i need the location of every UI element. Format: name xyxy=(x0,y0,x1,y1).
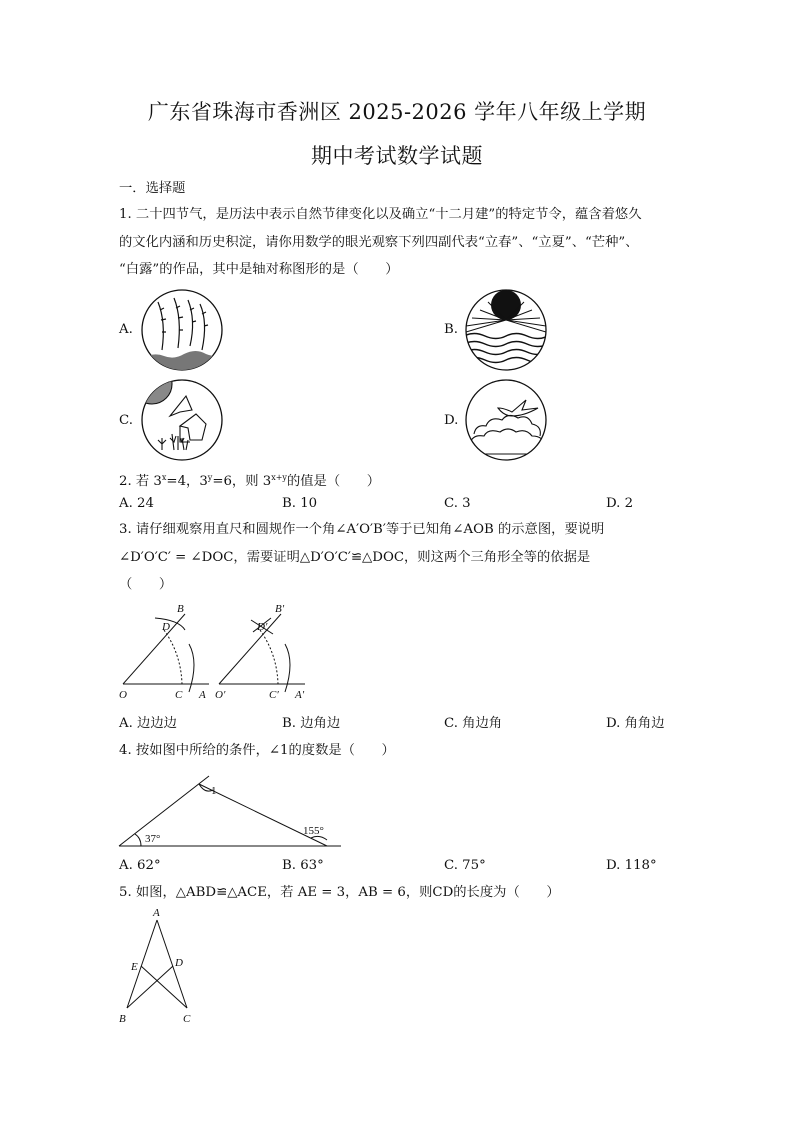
q4-option-a: A. 62° xyxy=(119,858,161,873)
label-a: A xyxy=(153,907,160,919)
q4-triangle-figure xyxy=(115,768,345,852)
mangzhong-field-image xyxy=(140,378,224,462)
label-d: D xyxy=(175,957,183,969)
lixia-sun-waves-image xyxy=(464,288,548,372)
q3-line2: ∠D′O′C′ = ∠DOC，需要证明△D′O′C′≌△DOC，则这两个三角形全等的依据是 xyxy=(119,550,591,565)
q5-triangle-figure xyxy=(115,906,205,1028)
label-angle-1: 1 xyxy=(211,785,217,797)
q4-option-b: B. 63° xyxy=(282,858,324,873)
label-angle-37: 37° xyxy=(145,833,161,845)
q2-option-c: C. 3 xyxy=(444,496,471,511)
q1-option-a: A. xyxy=(119,322,133,337)
label-c-prime: C′ xyxy=(269,689,279,701)
q4-line1: 4. 按如图中所给的条件，∠1的度数是（ ） xyxy=(119,743,395,758)
q2-stem-pre: 2. 若 3 xyxy=(119,474,162,489)
q3-option-c: C. 角边角 xyxy=(444,716,503,731)
q2-exp-x: x xyxy=(161,473,167,482)
label-o-prime: O′ xyxy=(215,689,226,701)
q4-option-c: C. 75° xyxy=(444,858,486,873)
label-d: D xyxy=(162,621,170,633)
bailu-bird-clouds-image xyxy=(464,378,548,462)
label-b: B xyxy=(177,603,184,615)
label-a: A xyxy=(199,689,206,701)
q2-stem-mid1: =4，3 xyxy=(166,474,208,489)
q3-line3: （ ） xyxy=(119,577,173,592)
q3-option-a: A. 边边边 xyxy=(119,716,177,731)
page-title: 广东省珠海市香洲区 2025-2026 学年八年级上学期 xyxy=(147,100,647,124)
q2-exp-xy: x+y xyxy=(271,473,287,482)
label-b-prime: B′ xyxy=(275,603,285,615)
page-subtitle: 期中考试数学试题 xyxy=(311,144,483,168)
q3-option-b: B. 边角边 xyxy=(282,716,341,731)
q2-option-a: A. 24 xyxy=(119,496,154,511)
q2-stem-mid2: =6，则 3 xyxy=(212,474,272,489)
q1-option-d: D. xyxy=(444,413,459,428)
q1-line3: “白露”的作品，其中是轴对称图形的是（ ） xyxy=(119,262,399,277)
q4-option-d: D. 118° xyxy=(606,858,657,873)
q1-option-c: C. xyxy=(119,413,133,428)
label-angle-155: 155° xyxy=(303,825,324,837)
label-o: O xyxy=(119,689,127,701)
q3-compass-construction-figure xyxy=(115,600,315,700)
q1-line2: 的文化内涵和历史积淀，请你用数学的眼光观察下列四副代表“立春”、“立夏”、“芒种”、 xyxy=(119,235,639,250)
label-d-prime: D′ xyxy=(257,621,268,633)
lichun-willow-image xyxy=(140,288,224,372)
label-e: E xyxy=(131,961,138,973)
q3-option-d: D. 角角边 xyxy=(606,716,665,731)
q1-option-b: B. xyxy=(444,322,458,337)
q2-exp-y: y xyxy=(207,473,213,482)
label-a-prime: A′ xyxy=(295,689,305,701)
q1-line1: 1. 二十四节气，是历法中表示自然节律变化以及确立“十二月建”的特定节令，蕴含着悠久 xyxy=(119,207,642,222)
label-c: C xyxy=(183,1013,191,1025)
q2-stem-post: 的值是（ ） xyxy=(286,474,381,489)
q5-line1: 5. 如图，△ABD≌△ACE，若 AE = 3，AB = 6，则CD的长度为（ ） xyxy=(119,885,560,900)
label-b: B xyxy=(119,1013,126,1025)
q2-option-b: B. 10 xyxy=(282,496,318,511)
q2-stem xyxy=(119,469,380,491)
q3-line1: 3. 请仔细观察用直尺和圆规作一个角∠A′O′B′等于已知角∠AOB 的示意图，要说明 xyxy=(119,522,605,537)
section-heading: 一．选择题 xyxy=(119,181,186,196)
q2-option-d: D. 2 xyxy=(606,496,634,511)
label-c: C xyxy=(175,689,183,701)
